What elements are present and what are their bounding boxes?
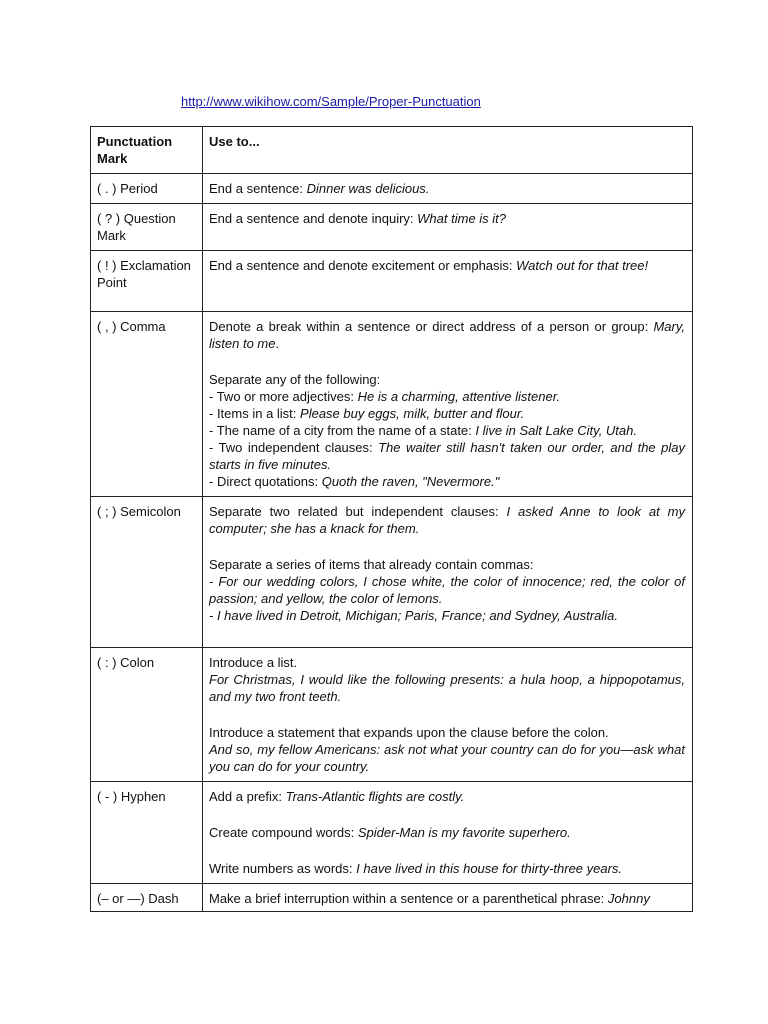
table-row-colon [91,648,693,782]
use-label: Make a brief interruption within a sentence or a parenthetical phrase: [209,891,608,906]
table-row-exclamation-point [91,251,693,312]
mark-cell: ( : ) Colon [91,648,203,782]
use-label: - Direct quotations: [209,474,322,489]
mark-cell: (– or —) Dash [91,884,203,912]
use-label: Create compound words: [209,825,358,840]
use-label: End a sentence and denote inquiry: [209,211,418,226]
use-example: Dinner was delicious. [306,181,430,196]
use-line [209,890,685,907]
table-row-comma [91,312,693,497]
use-example: And so, my fellow Americans: ask not what your country can do for you—ask what you can do for your country. [209,742,685,774]
use-example: Watch out for that tree! [516,258,649,273]
use-label: End a sentence: [209,181,307,196]
table-row-period [91,174,693,204]
use-example: Mary, listen to me [209,319,685,351]
use-line [209,473,685,490]
use-line [209,860,685,877]
use-line [209,503,685,537]
use-label: Denote a break within a sentence or direct address of a person or group: [209,319,654,334]
mark-cell: ( . ) Period [91,174,203,204]
use-suffix: . [275,336,280,351]
use-line [209,788,685,805]
use-example: - I have lived in Detroit, Michigan; Paris, France; and Sydney, Australia. [209,608,618,623]
use-example: I have lived in this house for thirty-three years. [356,861,623,876]
use-label: Add a prefix: [209,789,286,804]
use-example: - For our wedding colors, I chose white, the color of innocence; red, the color of passion; and yellow, the color of lemons. [209,574,685,606]
use-example: The waiter still hasn't taken our order, and the play starts in five minutes. [209,440,685,472]
use-example: Spider-Man is my favorite superhero. [357,825,571,840]
use-label: - The name of a city from the name of a state: [209,423,476,438]
use-line [209,607,685,624]
use-label: Introduce a statement that expands upon the clause before the colon. [209,725,609,740]
use-line [209,741,685,775]
mark-cell: ( - ) Hyphen [91,782,203,884]
use-line [209,180,685,197]
use-line [209,824,685,841]
use-line [209,210,685,227]
table-row-semicolon [91,497,693,648]
use-line [209,654,685,671]
use-label: Introduce a list. [209,655,298,670]
use-example: What time is it? [417,211,507,226]
use-cell [203,782,693,884]
use-line [209,371,685,388]
table-row-question-mark [91,204,693,251]
table-row-dash [91,884,693,912]
use-line [209,422,685,439]
use-label: Separate a series of items that already contain commas: [209,557,534,572]
use-example: I asked Anne to look at my computer; she has a knack for them. [209,504,685,536]
use-cell [203,174,693,204]
use-line [209,318,685,352]
use-cell [203,312,693,497]
use-label: - Two independent clauses: [209,440,379,455]
use-label: End a sentence and denote excitement or emphasis: [209,258,517,273]
use-label: - Two or more adjectives: [209,389,358,404]
use-example: I live in Salt Lake City, Utah. [475,423,637,438]
punctuation-table [90,126,693,912]
table-row-hyphen [91,782,693,884]
use-example: Trans-Atlantic flights are costly. [285,789,465,804]
use-label: - Items in a list: [209,406,301,421]
use-cell [203,497,693,648]
use-line [209,724,685,741]
use-example: Quoth the raven, "Nevermore." [321,474,500,489]
use-label: Write numbers as words: [209,861,357,876]
mark-cell: ( , ) Comma [91,312,203,497]
use-cell [203,648,693,782]
use-line [209,556,685,573]
use-label: Separate two related but independent clauses: [209,504,507,519]
table-header-row [91,127,693,174]
use-cell [203,251,693,312]
use-example: Please buy eggs, milk, butter and flour. [300,406,525,421]
use-line [209,257,685,274]
use-example: For Christmas, I would like the following presents: a hula hoop, a hippopotamus, and my two front teeth. [209,672,685,704]
use-cell [203,884,693,912]
use-line [209,439,685,473]
mark-cell: ( ? ) Question Mark [91,204,203,251]
mark-cell: ( ! ) Exclamation Point [91,251,203,312]
use-line [209,573,685,607]
source-link[interactable]: http://www.wikihow.com/Sample/Proper-Punctuation [181,94,481,109]
column-header-mark: Punctuation Mark [91,127,203,174]
column-header-use: Use to... [203,127,693,174]
mark-cell: ( ; ) Semicolon [91,497,203,648]
use-example: He is a charming, attentive listener. [357,389,561,404]
use-line [209,388,685,405]
use-example: Johnny [607,891,650,906]
use-label: Separate any of the following: [209,372,381,387]
use-cell [203,204,693,251]
use-line [209,671,685,705]
use-line [209,405,685,422]
